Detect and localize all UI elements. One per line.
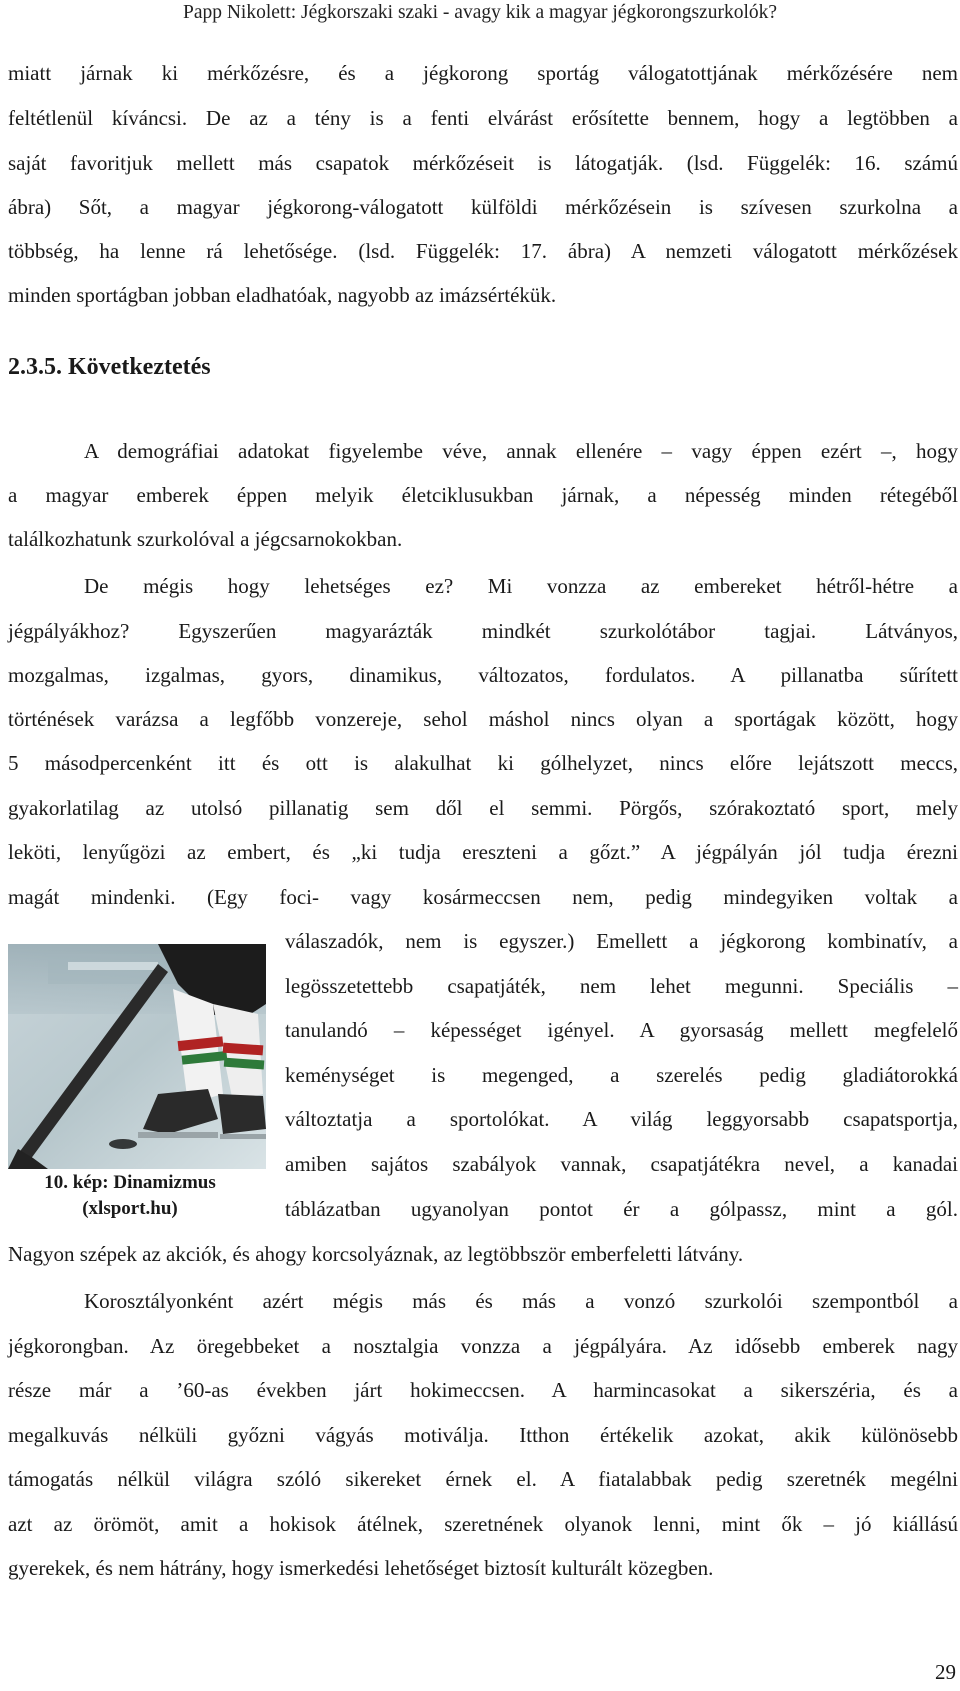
caption-title: 10. kép: Dinamizmus <box>44 1172 216 1193</box>
text-line: táblázatban ugyanolyan pontot ér a gólpassz, mint a gól. <box>285 1197 958 1221</box>
text-line: magát mindenki. (Egy foci- vagy kosármeccsen nem, pedig mindegyiken voltak a <box>8 885 958 909</box>
text-line: többség, ha lenne rá lehetősége. (lsd. Függelék: 17. ábra) A nemzeti válogatott mérkőzések <box>8 239 958 263</box>
text-line: tanulandó – képességet igényel. A gyorsaság mellett megfelelő <box>285 1018 958 1042</box>
text-line: ábra) Sőt, a magyar jégkorong-válogatott külföldi mérkőzésein is szívesen szurkolna a <box>8 195 958 219</box>
text-line: saját favoritjuk mellett más csapatok mérkőzéseit is látogatják. (lsd. Függelék: 16. számú <box>8 151 958 175</box>
text-line: A demográfiai adatokat figyelembe véve, annak ellenére – vagy éppen ezért –, hogy <box>84 439 958 463</box>
text-line: De mégis hogy lehetséges ez? Mi vonzza az embereket hétről-hétre a <box>84 574 958 598</box>
text-line: találkozhatunk szurkolóval a jégcsarnokokban. <box>8 527 403 551</box>
hockey-photo-figure <box>8 944 266 1169</box>
text-line: gyakorlatilag az utolsó pillanatig sem dől el semmi. Pörgős, szórakoztató sport, mely <box>8 796 958 820</box>
text-line: azt az örömöt, amit a hokisok átélnek, szeretnének olyanok lenni, mint ők – jó kiállású <box>8 1512 958 1536</box>
text-line: amiben sajátos szabályok vannak, csapatjátékra nevel, a kanadai <box>285 1152 958 1176</box>
text-line: leköti, lenyűgözi az embert, és „ki tudja ereszteni a gőzt.” A jégpályán jól tudja érezni <box>8 840 958 864</box>
text-line: 5 másodpercenként itt és ott is alakulhat ki gólhelyzet, nincs előre lejátszott meccs, <box>8 751 958 775</box>
text-line: gyerekek, és nem hátrány, hogy ismerkedési lehetőséget biztosít kulturált közegben. <box>8 1556 714 1580</box>
text-line: Nagyon szépek az akciók, és ahogy korcsolyáznak, az legtöbbször emberfeletti látvány. <box>8 1242 744 1266</box>
text-line: legösszetettebb csapatjáték, nem lehet megunni. Speciális – <box>285 974 958 998</box>
running-header: Papp Nikolett: Jégkorszaki szaki - avagy kik a magyar jégkorongszurkolók? <box>182 2 778 23</box>
text-line: mozgalmas, izgalmas, gyors, dinamikus, változatos, fordulatos. A pillanatba sűrített <box>8 663 958 687</box>
text-line: miatt járnak ki mérkőzésre, és a jégkorong sportág válogatottjának mérkőzésére nem <box>8 61 958 85</box>
text-line: megalkuvás nélküli győzni vágyás motiválja. Itthon értékelik azokat, akik különösebb <box>8 1423 958 1447</box>
caption-source: (xlsport.hu) <box>82 1198 178 1219</box>
text-line: része már a ’60-as években járt hokimeccsen. A harmincasokat a sikerszéria, és a <box>8 1378 958 1402</box>
text-line: történések varázsa a legfőbb vonzereje, sehol máshol nincs olyan a sportágak között, hogy <box>8 707 958 731</box>
text-line: feltétlenül kíváncsi. De az a tény is a fenti elvárást erősítette bennem, hogy a legtöbben a <box>8 106 958 130</box>
text-line: változtatja a sportolókat. A világ leggyorsabb csapatsportja, <box>285 1107 958 1131</box>
text-line: támogatás nélkül világra szóló sikereket érnek el. A fiatalabbak pedig szeretnék megélni <box>8 1467 958 1491</box>
text-line: jégpályákhoz? Egyszerűen magyarázták mindkét szurkolótábor tagjai. Látványos, <box>8 619 958 643</box>
text-line: a magyar emberek éppen melyik életciklusukban járnak, a népesség minden rétegéből <box>8 483 958 507</box>
figure-caption <box>10 1170 250 1222</box>
text-line: minden sportágban jobban eladhatóak, nagyobb az imázsértékük. <box>8 283 557 307</box>
text-line: Korosztályonként azért mégis más és más a vonzó szurkolói szempontból a <box>84 1289 958 1313</box>
text-line: jégkorongban. Az öregebbeket a nosztalgia vonzza a jégpályára. Az idősebb emberek nagy <box>8 1334 958 1358</box>
page-number: 29 <box>935 1660 956 1684</box>
hockey-player-photo <box>8 944 266 1169</box>
section-heading: 2.3.5. Következtetés <box>8 354 211 380</box>
text-line: keménységet is megenged, a szerelés pedig gladiátorokká <box>285 1063 958 1087</box>
text-line: válaszadók, nem is egyszer.) Emellett a jégkorong kombinatív, a <box>285 929 958 953</box>
